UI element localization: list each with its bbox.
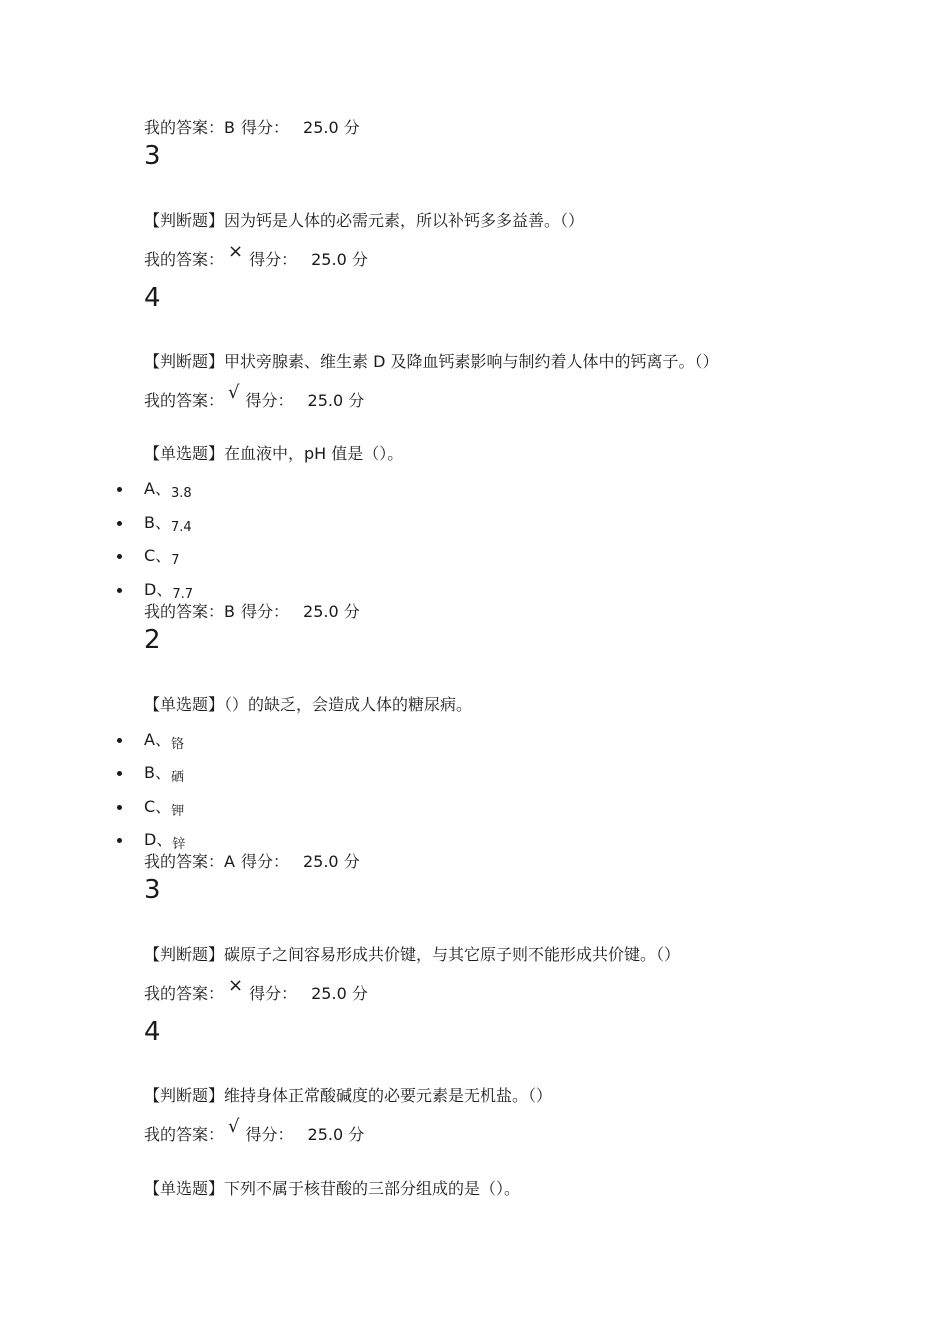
answer-label: 我的答案： (144, 118, 225, 137)
question-number: 4 (144, 283, 161, 313)
answer-value: B (224, 118, 235, 137)
answer-value: B (224, 602, 235, 621)
answer-label: 我的答案： (144, 602, 225, 621)
option-key: C、 (144, 797, 172, 816)
question-text: 【判断题】碳原子之间容易形成共价键，与其它原子则不能形成共价键。（） (144, 945, 681, 964)
cross-mark-icon: × (228, 975, 244, 996)
score-value: 25.0 分 (302, 852, 360, 871)
option-key: D、 (144, 580, 173, 599)
score-label: 得分： (249, 984, 298, 1003)
score-value: 25.0 分 (307, 391, 365, 410)
option-item (144, 580, 193, 602)
bullet-icon (117, 588, 122, 593)
option-value: 3.8 (170, 486, 192, 501)
score-value: 25.0 分 (303, 118, 360, 137)
check-mark-icon: √ (228, 1116, 240, 1137)
option-value: 锌 (172, 837, 186, 852)
question-text: 【单选题】在血液中，pH 值是（）。 (144, 444, 404, 463)
option-item (144, 479, 192, 501)
score-value: 25.0 分 (311, 250, 368, 269)
score-label: 得分： (241, 602, 290, 621)
question-text: 【判断题】甲状旁腺素、维生素 D 及降血钙素影响与制约着人体中的钙离子。（） (144, 352, 719, 371)
option-key: B、 (144, 513, 171, 532)
option-item (144, 546, 179, 568)
answer-label: 我的答案： (144, 391, 225, 410)
question-text: 【单选题】（）的缺乏，会造成人体的糖尿病。 (144, 695, 473, 714)
option-item (144, 730, 184, 752)
score-value: 25.0 分 (307, 1125, 365, 1144)
bullet-icon (117, 805, 122, 810)
score-value: 25.0 分 (311, 984, 368, 1003)
bullet-icon (117, 738, 122, 743)
option-value: 钾 (171, 804, 185, 819)
score-label: 得分： (245, 391, 294, 410)
option-value: 7.4 (170, 520, 192, 535)
bullet-icon (117, 554, 122, 559)
score-value: 25.0 分 (303, 602, 360, 621)
answer-label: 我的答案： (144, 852, 225, 871)
answer-line (144, 118, 360, 138)
answer-label: 我的答案： (144, 250, 225, 269)
answer-label: 我的答案： (144, 984, 225, 1003)
option-item (144, 830, 185, 852)
answer-line (144, 241, 368, 270)
option-value: 7.7 (172, 587, 194, 602)
question-number: 2 (144, 625, 161, 655)
question-number: 4 (144, 1017, 161, 1047)
bullet-icon (117, 487, 122, 492)
question-text: 【判断题】因为钙是人体的必需元素，所以补钙多多益善。（） (144, 211, 585, 230)
option-key: A、 (144, 730, 171, 749)
score-label: 得分： (241, 118, 290, 137)
question-text: 【判断题】维持身体正常酸碱度的必要元素是无机盐。（） (144, 1086, 553, 1105)
answer-line (144, 1116, 365, 1145)
answer-label: 我的答案： (144, 1125, 225, 1144)
answer-line (144, 602, 360, 622)
check-mark-icon: √ (228, 382, 240, 403)
answer-value: A (224, 852, 235, 871)
option-value: 7 (171, 553, 180, 568)
score-label: 得分： (245, 1125, 294, 1144)
option-item (144, 763, 184, 785)
score-label: 得分： (240, 852, 289, 871)
score-label: 得分： (249, 250, 298, 269)
option-key: B、 (144, 763, 171, 782)
question-number: 3 (144, 141, 161, 171)
option-value: 铬 (170, 737, 184, 752)
cross-mark-icon: × (228, 241, 244, 262)
bullet-icon (117, 521, 122, 526)
question-text: 【单选题】下列不属于核苷酸的三部分组成的是（）。 (144, 1179, 521, 1198)
option-item (144, 797, 184, 819)
answer-line (144, 975, 368, 1004)
option-key: D、 (144, 830, 173, 849)
option-item (144, 513, 192, 535)
option-key: A、 (144, 479, 171, 498)
option-value: 硒 (170, 770, 184, 785)
answer-line (144, 852, 360, 872)
bullet-icon (117, 838, 122, 843)
option-key: C、 (144, 546, 172, 565)
answer-line (144, 382, 365, 411)
bullet-icon (117, 771, 122, 776)
question-number: 3 (144, 875, 161, 905)
